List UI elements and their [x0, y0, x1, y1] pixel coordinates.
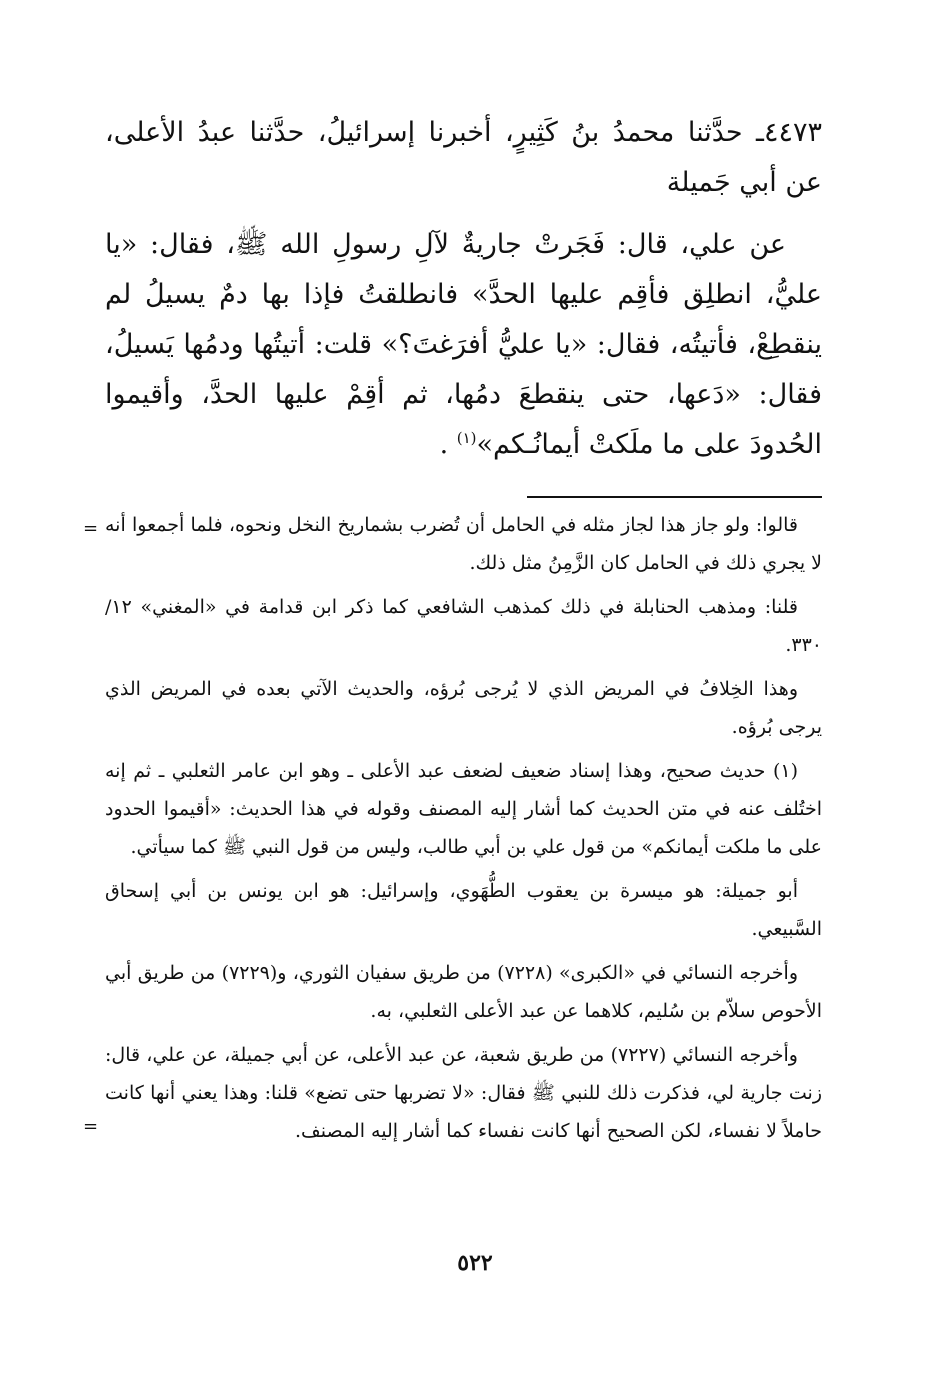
footnote-reference[interactable]: (١) [456, 429, 477, 447]
continuation-mark-top: = [83, 518, 99, 539]
hadith-matn-text: عن علي، قال: فَجَرتْ جاريةٌ لآلِ رسولِ الله ﷺ، فقال: «يا عليُّ، انطلِق فأقِم عليها الحدَّ» فانطلقتُ فإذا بها دمٌ يسيلُ لم ينقطِعْ، فأتيتُه، فقال: «يا عليُّ أفرَغتَ؟» قلت: أتيتُها ودمُها يَسيلُ، فقال: «دَعها، حتى ينقطعَ دمُها، ثم أقِمْ عليها الحدَّ، وأقيموا الحُدودَ على ما ملَكتْ أيمانُـكم» [105, 229, 822, 460]
footnote-text: قالوا: ولو جاز هذا لجاز مثله في الحامل أن تُضرب بشماريخ النخل ونحوه، فلما أجمعوا أنه لا يجري ذلك في الحامل كان الزَّمِنُ مثل ذلك. [105, 514, 822, 574]
footnote-paragraph: قلنا: ومذهب الحنابلة في ذلك كمذهب الشافعي كما ذكر ابن قدامة في «المغني» ١٢/ ٣٣٠. [105, 596, 822, 656]
page-number: ٥٢٢ [457, 1250, 493, 1276]
hadith-text [105, 108, 822, 470]
footnote-paragraph [83, 506, 822, 582]
footnote-paragraph: (١) حديث صحيح، وهذا إسناد ضعيف لضعف عبد الأعلى ـ وهو ابن عامر الثعلبي ـ ثم إنه اختُلف عنه في متن الحديث كما أشار إليه المصنف وقوله في هذا الحديث: «أقيموا الحدود على ما ملكت أيمانكم» من قول علي بن أبي طالب، وليس من قول النبي ﷺ كما سيأتي. [105, 760, 822, 858]
footnote-paragraph [83, 1036, 822, 1150]
hadith-matn [105, 220, 822, 470]
continuation-mark-bottom: = [83, 1116, 99, 1137]
footnote-paragraph: وهذا الخِلافُ في المريض الذي لا يُرجى بُرؤه، والحديث الآتي بعده في المريض الذي يرجى بُرؤه. [105, 678, 822, 738]
footnote-paragraph: أبو جميلة: هو ميسرة بن يعقوب الطُّهَوي، وإسرائيل: هو ابن يونس بن أبي إسحاق السَّبيعي. [105, 880, 822, 940]
hadith-end-mark: . [439, 429, 457, 460]
footnotes [83, 506, 822, 1150]
footnote-text: وأخرجه النسائي (٧٢٢٧) من طريق شعبة، عن عبد الأعلى، عن أبي جميلة، عن علي، قال: زنت جارية لي، فذكرت ذلك للنبي ﷺ فقال: «لا تضربها حتى تضع» قلنا: وهذا يعني أنها كانت حاملاً لا نفساء، لكن الصحيح أنها كانت نفساء كما أشار إليه المصنف. [105, 1044, 822, 1142]
hadith-isnad: ٤٤٧٣ـ حدَّثنا محمدُ بنُ كَثِيرٍ، أخبرنا إسرائيلُ، حدَّثنا عبدُ الأعلى، عن أبي جَميلة [105, 117, 822, 198]
footnote-divider [527, 496, 822, 498]
footnote-paragraph: وأخرجه النسائي في «الكبرى» (٧٢٢٨) من طريق سفيان الثوري، و(٧٢٢٩) من طريق أبي الأحوص سلاّم بن سُليم، كلاهما عن عبد الأعلى الثعلبي، به. [105, 962, 822, 1022]
